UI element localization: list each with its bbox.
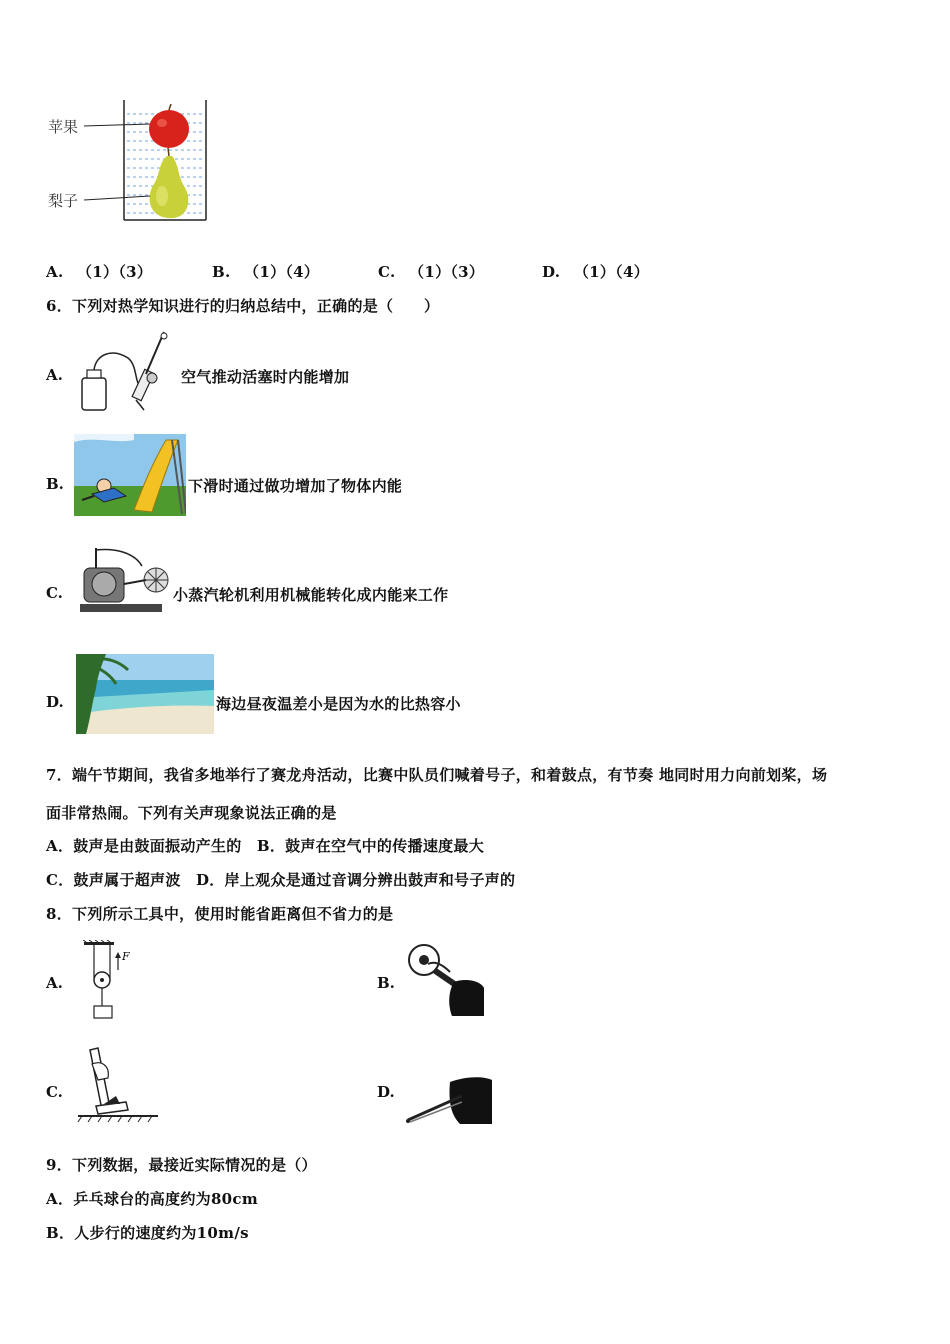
tweezers-image [404, 1074, 494, 1128]
q8-option-a-letter: A. [46, 974, 63, 992]
q7-stem-line1: 7．端午节期间，我省多地举行了赛龙舟活动，比赛中队员们喊着号子，和着鼓点，有节奏 地同时用力向前划桨，场 [46, 766, 828, 784]
q8-stem: 8．下列所示工具中，使用时能省距离但不省力的是 [46, 905, 394, 923]
force-label: F [122, 950, 130, 963]
q6-option-d-letter: D. [46, 693, 64, 711]
q7-options-line2: C．鼓声属于超声波 D．岸上观众是通过音调分辨出鼓声和号子声的 [46, 871, 516, 889]
q5-option-a [46, 261, 152, 282]
q6-option-b-text: 下滑时通过做功增加了物体内能 [188, 477, 403, 495]
beach-image [76, 654, 214, 734]
q6-stem: 6．下列对热学知识进行的归纳总结中，正确的是（ ） [46, 297, 440, 315]
q5-option-d [542, 261, 649, 282]
fruit-beaker-figure [44, 96, 214, 224]
wrench-image [404, 942, 490, 1020]
air-piston-image [76, 328, 180, 414]
q9-option-a: A．乒乓球台的高度约为80cm [46, 1190, 259, 1208]
option-letter: B. [212, 263, 231, 281]
q6-option-a-text: 空气推动活塞时内能增加 [181, 368, 350, 386]
option-text: （1）（3） [409, 263, 485, 281]
q9-stem: 9．下列数据，最接近实际情况的是（） [46, 1156, 317, 1174]
q6-option-b-letter: B. [46, 475, 64, 493]
option-letter: D. [542, 263, 561, 281]
q5-option-b [212, 261, 319, 282]
option-letter: A. [46, 263, 64, 281]
pear-label: 梨子 [48, 192, 79, 210]
q8-option-b-letter: B. [377, 974, 395, 992]
option-text: （1）（4） [244, 263, 320, 281]
q8-option-d-letter: D. [377, 1083, 395, 1101]
q6-option-a-letter: A. [46, 366, 63, 384]
q5-option-c [378, 261, 484, 282]
pry-bar-image [76, 1044, 160, 1126]
q9-option-b: B．人步行的速度约为10m/s [46, 1224, 249, 1242]
q6-option-c-text: 小蒸汽轮机利用机械能转化成内能来工作 [173, 586, 449, 604]
q7-options-line1: A．鼓声是由鼓面振动产生的 B．鼓声在空气中的传播速度最大 [46, 837, 485, 855]
steam-turbine-image [74, 544, 172, 620]
q8-option-c-letter: C. [46, 1083, 63, 1101]
option-letter: C. [378, 263, 396, 281]
q7-stem-line2: 面非常热闹。下列有关声现象说法正确的是 [46, 804, 337, 822]
q6-option-c-letter: C. [46, 584, 63, 602]
apple-label: 苹果 [48, 118, 79, 136]
option-text: （1）（4） [573, 263, 650, 281]
q6-option-d-text: 海边昼夜温差小是因为水的比热容小 [216, 695, 461, 713]
slide-image [74, 434, 186, 516]
option-text: （1）（3） [77, 263, 153, 281]
pulley-image [80, 940, 134, 1022]
